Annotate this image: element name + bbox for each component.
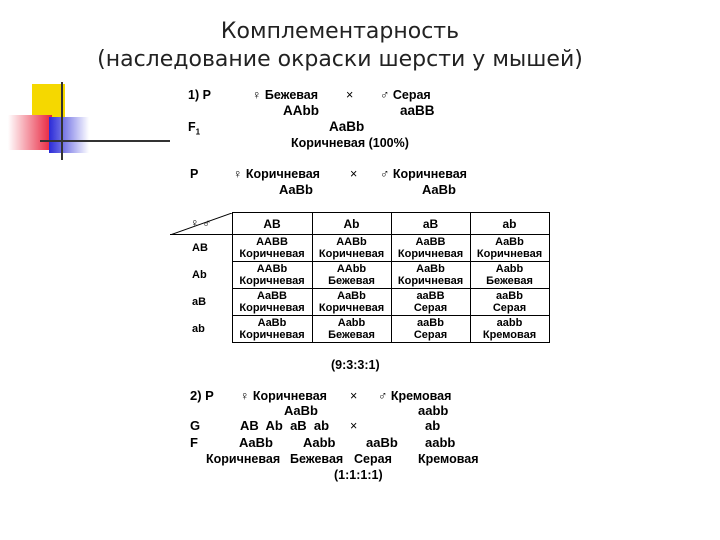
row-header: AB	[170, 235, 232, 262]
cross3-female-pheno: Коричневая	[252, 389, 327, 403]
cell-phenotype: Серая	[413, 302, 448, 314]
cell-phenotype: Бежевая	[328, 275, 375, 287]
cell-phenotype: Бежевая	[328, 329, 375, 341]
cross1-f1-label	[188, 120, 200, 140]
cross2-male	[380, 167, 467, 181]
punnett-cell	[391, 316, 470, 343]
punnett-cell	[470, 262, 549, 289]
cell-phenotype: Коричневая	[318, 248, 385, 260]
decor-vertical-line	[61, 82, 63, 160]
cross3-label: 2) P	[190, 388, 214, 403]
punnett-ratio: (9:3:3:1)	[331, 358, 380, 372]
cell-phenotype: Коричневая	[239, 275, 305, 287]
cross2-female-geno: AaBb	[279, 182, 313, 197]
cross1-female-pheno: Бежевая	[264, 88, 319, 102]
cell-phenotype: Коричневая	[239, 248, 305, 260]
decor-blue-square	[49, 117, 89, 153]
cross3-gametes-female: AB Ab aB ab	[240, 418, 330, 433]
table-row	[170, 316, 549, 343]
cell-phenotype: Коричневая	[397, 248, 464, 260]
punnett-cell	[312, 235, 391, 262]
cross1-f1-geno: AaBb	[329, 119, 365, 134]
punnett-cell	[232, 262, 312, 289]
female-symbol-icon: ♀	[252, 88, 262, 102]
punnett-cell	[232, 289, 312, 316]
cell-phenotype: Кремовая	[482, 329, 537, 341]
cell-phenotype: Коричневая	[318, 302, 385, 314]
cross3-gametes-cross: ×	[350, 419, 358, 433]
punnett-cell	[391, 235, 470, 262]
cell-genotype: AaBb	[337, 290, 366, 302]
punnett-cell	[312, 316, 391, 343]
cell-genotype: AaBB	[415, 236, 446, 248]
cell-phenotype: Коричневая	[239, 302, 305, 314]
punnett-square	[170, 212, 550, 343]
table-row	[170, 262, 549, 289]
decor-red-square	[8, 115, 52, 150]
cross2-cross-symbol: ×	[350, 167, 358, 181]
offspring-phenotype: Серая	[354, 452, 392, 466]
punnett-cell	[312, 289, 391, 316]
offspring-genotype: Aabb	[303, 435, 336, 450]
cross3-f-label: F	[190, 435, 198, 450]
cross3-female	[240, 389, 327, 403]
offspring-genotype: aaBb	[366, 435, 398, 450]
f1-subscript: 1	[195, 127, 201, 137]
offspring-genotype: aabb	[425, 435, 456, 450]
cross2-female-pheno: Коричневая	[245, 167, 320, 181]
cross1-female	[252, 88, 318, 102]
cell-phenotype: Коричневая	[239, 329, 305, 341]
cell-genotype: aaBB	[416, 290, 445, 302]
cross3-cross-symbol: ×	[350, 389, 358, 403]
punnett-cell	[391, 262, 470, 289]
slide-title	[60, 18, 620, 74]
cell-genotype: AaBb	[416, 263, 445, 275]
cell-genotype: AAbb	[336, 263, 367, 275]
cell-phenotype: Серая	[413, 329, 448, 341]
offspring-phenotype: Бежевая	[290, 452, 344, 466]
cell-phenotype: Коричневая	[476, 248, 543, 260]
f1-letter: F	[188, 120, 196, 134]
punnett-cell	[470, 235, 549, 262]
table-row	[170, 289, 549, 316]
male-symbol-icon: ♂	[380, 88, 390, 102]
column-header: aB	[391, 213, 470, 235]
table-row	[170, 235, 549, 262]
cell-genotype: AaBb	[257, 317, 287, 329]
cell-genotype: aaBb	[496, 290, 523, 302]
title-line-2: (наследование окраски шерсти у мышей)	[97, 47, 583, 72]
female-symbol-icon: ♀	[233, 167, 243, 181]
cross3-male-geno: aabb	[418, 403, 449, 418]
punnett-cell	[470, 289, 549, 316]
cross3-male-pheno: Кремовая	[390, 389, 452, 403]
cross2-male-pheno: Коричневая	[392, 167, 467, 181]
cross2-female	[233, 167, 320, 181]
male-symbol-icon: ♂	[380, 167, 390, 181]
cross1-f1-pheno: Коричневая (100%)	[291, 136, 409, 150]
cell-genotype: AaBb	[495, 236, 524, 248]
cross2-male-geno: AaBb	[422, 182, 456, 197]
offspring-genotype: AaBb	[239, 435, 273, 450]
punnett-corner	[170, 213, 232, 235]
offspring-phenotype: Коричневая	[206, 452, 281, 466]
cell-genotype: aabb	[496, 317, 523, 329]
cell-phenotype: Серая	[492, 302, 527, 314]
cross1-cross-symbol: ×	[346, 88, 354, 102]
punnett-cell	[470, 316, 549, 343]
punnett-corner-symbols: ♀ ♂	[190, 215, 212, 230]
column-header: AB	[232, 213, 312, 235]
title-line-1: Комплементарность	[220, 19, 460, 44]
punnett-cell	[232, 316, 312, 343]
cell-phenotype: Коричневая	[397, 275, 464, 287]
punnett-cell	[232, 235, 312, 262]
cross2-label: P	[190, 167, 199, 181]
cross3-ratio: (1:1:1:1)	[334, 468, 383, 482]
cross3-g-label: G	[190, 418, 201, 433]
cross1-female-geno: AAbb	[283, 103, 319, 118]
corner-diagonal-icon	[170, 213, 232, 235]
cell-genotype: AABB	[256, 236, 288, 248]
row-header: aB	[170, 289, 232, 316]
column-header: ab	[470, 213, 549, 235]
cross1-male	[380, 88, 431, 102]
punnett-cell	[312, 262, 391, 289]
cell-genotype: Aabb	[495, 263, 524, 275]
male-symbol-icon: ♂	[378, 389, 388, 403]
offspring-phenotype: Кремовая	[418, 452, 479, 466]
row-header: ab	[170, 316, 232, 343]
punnett-cell	[391, 289, 470, 316]
cross3-gametes-male: ab	[425, 418, 441, 433]
cell-genotype: AABb	[336, 236, 367, 248]
cell-genotype: AABb	[256, 263, 288, 275]
cross1-male-geno: aaBB	[400, 103, 435, 118]
cell-phenotype: Бежевая	[486, 275, 533, 287]
column-header: Ab	[312, 213, 391, 235]
decor-horizontal-line	[40, 140, 170, 142]
cross1-label: 1) P	[188, 88, 211, 102]
cell-genotype: AaBB	[257, 290, 287, 302]
cross3-male	[378, 389, 451, 403]
cross3-female-geno: AaBb	[284, 403, 318, 418]
female-symbol-icon: ♀	[240, 389, 250, 403]
row-header: Ab	[170, 262, 232, 289]
cross1-male-pheno: Серая	[392, 88, 431, 102]
cell-genotype: Aabb	[337, 317, 366, 329]
cell-genotype: aaBb	[417, 317, 444, 329]
